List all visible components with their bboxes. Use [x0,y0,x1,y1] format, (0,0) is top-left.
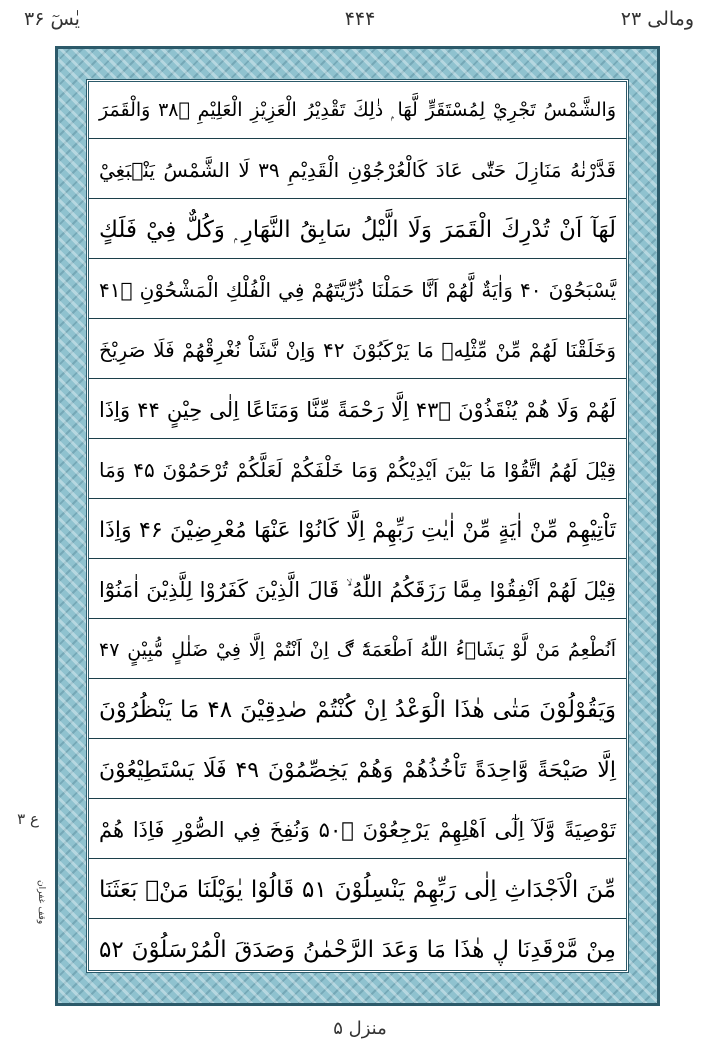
text-area [86,79,629,973]
text-line: اَنُطْعِمُ مَنْ لَّوْ يَشَاۗءُ اللّٰهُ اَطْعَمَهٗٓ ڰ اِنْ اَنْتُمْ اِلَّا فِيْ ضَلٰلٍ مُّبِيْنٍ ۴۷ [89,622,626,679]
text-line: لَهُمْ وَلَا هُمْ يُنْقَذُوْنَ ۴۳ۙ اِلَّا رَحْمَةً مِّنَّا وَمَتَاعًا اِلٰى حِيْنٍ ۴۴ وَاِذَا [89,382,626,439]
page-header [0,0,720,52]
text-line: قِيْلَ لَهُمْ اَنْفِقُوْا مِمَّا رَزَقَكُمُ اللّٰهُ ۙ قَالَ الَّذِيْنَ كَفَرُوْا لِلَّذِيْنَ اٰمَنُوْٓا [89,562,626,619]
para-name: ومالی ۲۳ [620,8,694,30]
text-line: لَهَآ اَنْ تُدْرِكَ الْقَمَرَ وَلَا الَّيْلُ سَابِقُ النَّهَارِ ۭ وَكُلٌّ فِيْ فَلَكٍ [89,202,626,259]
text-line: قِيْلَ لَهُمُ اتَّقُوْا مَا بَيْنَ اَيْدِيْكُمْ وَمَا خَلْفَكُمْ لَعَلَّكُمْ تُرْحَمُوْنَ ۴۵ وَمَا [89,442,626,499]
text-line: يَّسْبَحُوْنَ ۴۰ وَاٰيَةٌ لَّهُمْ اَنَّا حَمَلْنَا ذُرِّيَّتَهُمْ فِي الْفُلْكِ الْمَشْحُوْنِ ۴۱ۙ [89,262,626,319]
ornamental-border [55,46,660,1006]
text-line: تَوْصِيَةً وَّلَآ اِلٰٓى اَهْلِهِمْ يَرْجِعُوْنَ ۵۰ۧ وَنُفِخَ فِي الصُّوْرِ فَاِذَا هُمْ [89,802,626,859]
manzil-label: منزل ۵ [333,1018,387,1039]
text-line: وَخَلَقْنَا لَهُمْ مِّنْ مِّثْلِهٖ مَا يَرْكَبُوْنَ ۴۲ وَاِنْ نَّشَاْ نُغْرِقْهُمْ فَلَا صَرِيْخَ [89,322,626,379]
text-line: اِلَّا صَيْحَةً وَّاحِدَةً تَاْخُذُهُمْ وَهُمْ يَخِصِّمُوْنَ ۴۹ فَلَا يَسْتَطِيْعُوْنَ [89,742,626,799]
text-line: وَالشَّمْسُ تَجْرِيْ لِمُسْتَقَرٍّ لَّهَا ۭ ذٰلِكَ تَقْدِيْرُ الْعَزِيْزِ الْعَلِيْمِ ۳۸ۭ وَالْقَمَرَ [89,82,626,139]
text-line: تَاْتِيْهِمْ مِّنْ اٰيَةٍ مِّنْ اٰيٰتِ رَبِّهِمْ اِلَّا كَانُوْا عَنْهَا مُعْرِضِيْنَ ۴۶ وَاِذَا [89,502,626,559]
waqf-note: وقف غفران [36,880,46,925]
ruku-marker: ع ۳ [17,810,39,828]
text-line: قَدَّرْنٰهُ مَنَازِلَ حَتّٰى عَادَ كَالْعُرْجُوْنِ الْقَدِيْمِ ۳۹ لَا الشَّمْسُ يَنْۢبَغِيْ [89,142,626,199]
text-line: مِّنَ الْاَجْدَاثِ اِلٰى رَبِّهِمْ يَنْسِلُوْنَ ۵۱ قَالُوْا يٰوَيْلَنَا مَنْۢ بَعَثَنَا [89,862,626,919]
surah-name: یٰسٓ ۳۶ [24,8,80,30]
text-line: وَيَقُوْلُوْنَ مَتٰى هٰذَا الْوَعْدُ اِنْ كُنْتُمْ صٰدِقِيْنَ ۴۸ مَا يَنْظُرُوْنَ [89,682,626,739]
text-line: مِنْ مَّرْقَدِنَا ڸ هٰذَا مَا وَعَدَ الرَّحْمٰنُ وَصَدَقَ الْمُرْسَلُوْنَ ۵۲ [99,937,616,963]
page-number: ۴۴۴ [344,8,376,30]
